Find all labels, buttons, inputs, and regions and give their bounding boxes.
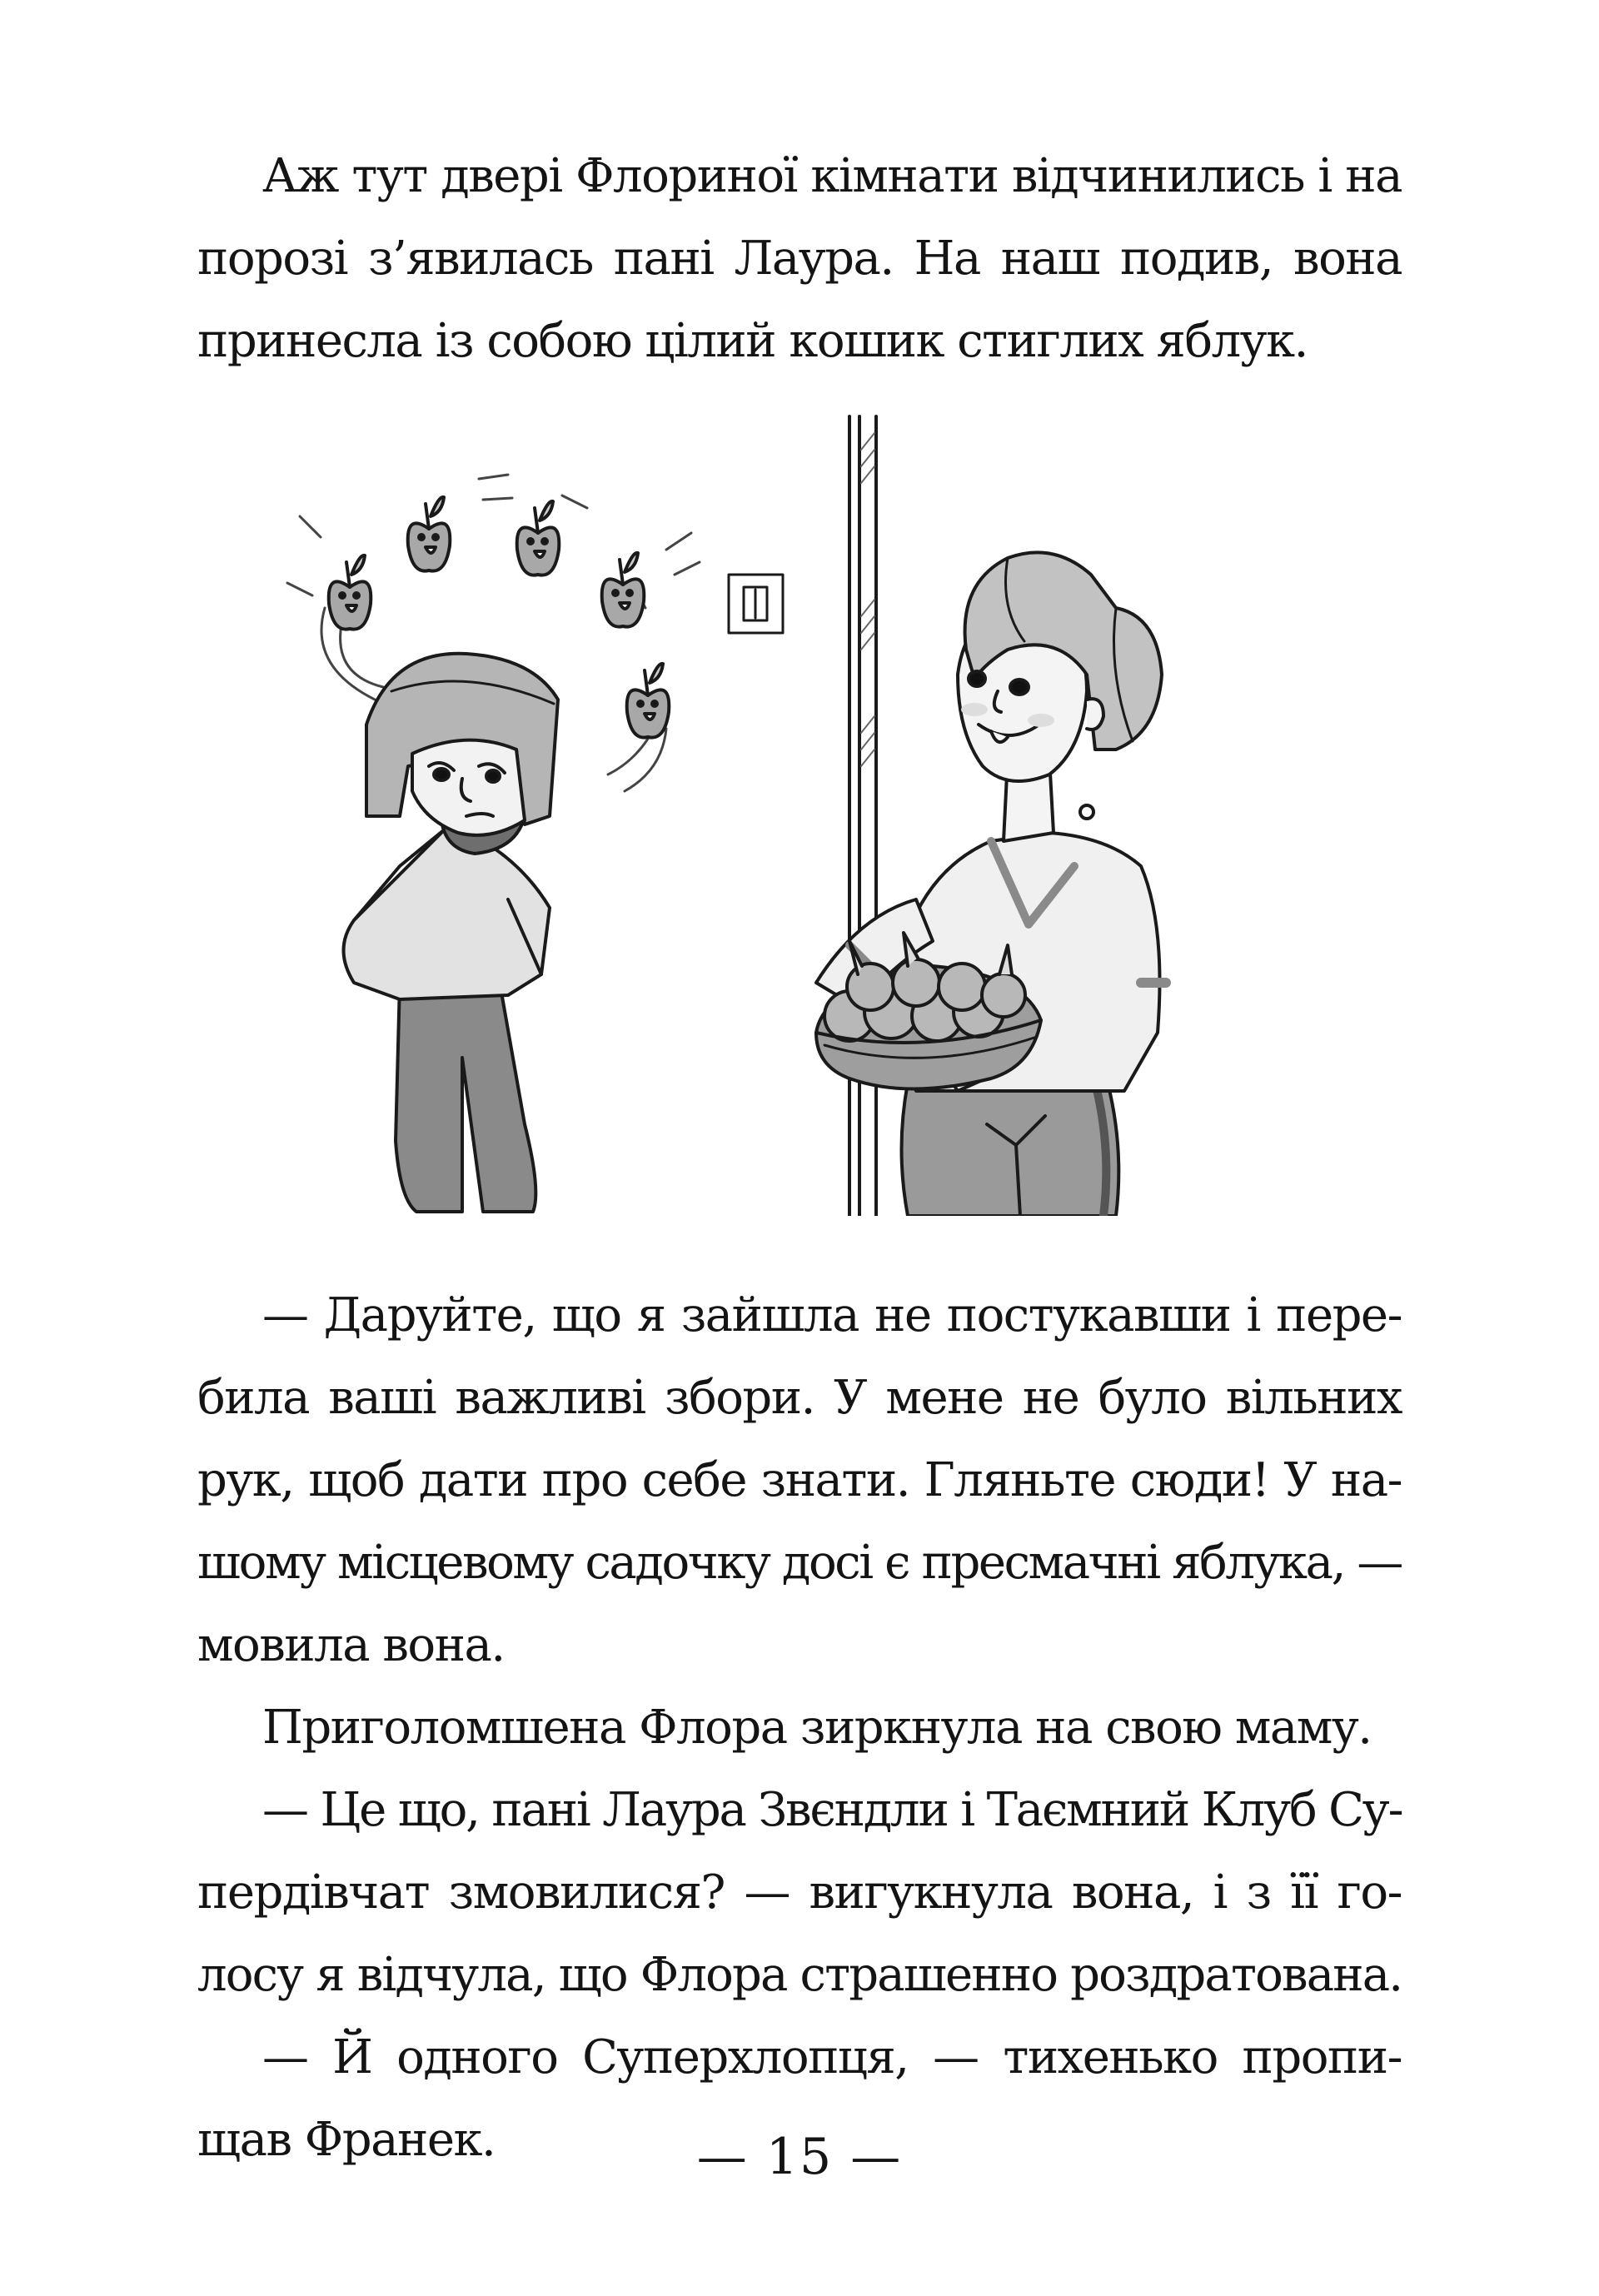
text-line: — Це що, пані Лаура Звєндли і Таємний Клуб Су-: [262, 1783, 1402, 1837]
text-line: била ваші важливі збори. У мене не було вільних: [197, 1371, 1402, 1425]
text-line: — Й одного Суперхлопця, — тихенько пропи-: [262, 2030, 1402, 2084]
apple-icon: [329, 555, 371, 630]
light-switch: [729, 575, 783, 633]
text-line: мовила вона.: [197, 1618, 505, 1672]
apple-icon: [627, 664, 670, 738]
illustration-drawing: [275, 400, 1324, 1216]
text-line: — Даруйте, що я зайшла не постукавши і пере-: [262, 1288, 1402, 1342]
text-line: пердівчат змовилися? — вигукнула вона, і з її го-: [197, 1865, 1402, 1920]
paragraph-laura-apology: [197, 1274, 1402, 1686]
text-line: щав Франек.: [197, 2113, 496, 2167]
girl-flora: [344, 654, 559, 1212]
apple-icon: [408, 497, 451, 571]
text-line: лосу я відчула, що Флора страшенно роздратована.: [197, 1948, 1402, 2002]
bottom-paragraphs: [197, 1274, 1402, 2181]
apple-icon: [602, 553, 645, 627]
text-line: Приголомшена Флора зиркнула на свою маму.: [262, 1701, 1372, 1755]
text-line: шому місцевому садочку досі є пресмачні яблука, —: [197, 1536, 1402, 1590]
apple-icon: [517, 501, 560, 575]
paragraph: [197, 135, 1402, 382]
door-frame: [849, 416, 876, 1216]
paragraph-flora-exclaim: [197, 1769, 1402, 2016]
woman-laura: [816, 552, 1166, 1216]
page-number: — 15 —: [696, 2128, 903, 2186]
text-line: принесла із собою цілий кошик стиглих яблук.: [197, 314, 1308, 368]
illustration: [275, 400, 1324, 1216]
text-line: порозі з’явилась пані Лаура. На наш подив, вона: [197, 232, 1402, 286]
text-line: Аж тут двері Флориної кімнати відчинились і на: [262, 149, 1402, 203]
top-paragraph: [197, 135, 1402, 382]
paragraph-flora-glance: [197, 1686, 1402, 1769]
text-line: рук, щоб дати про себе знати. Гляньте сюди! У на-: [197, 1453, 1402, 1507]
